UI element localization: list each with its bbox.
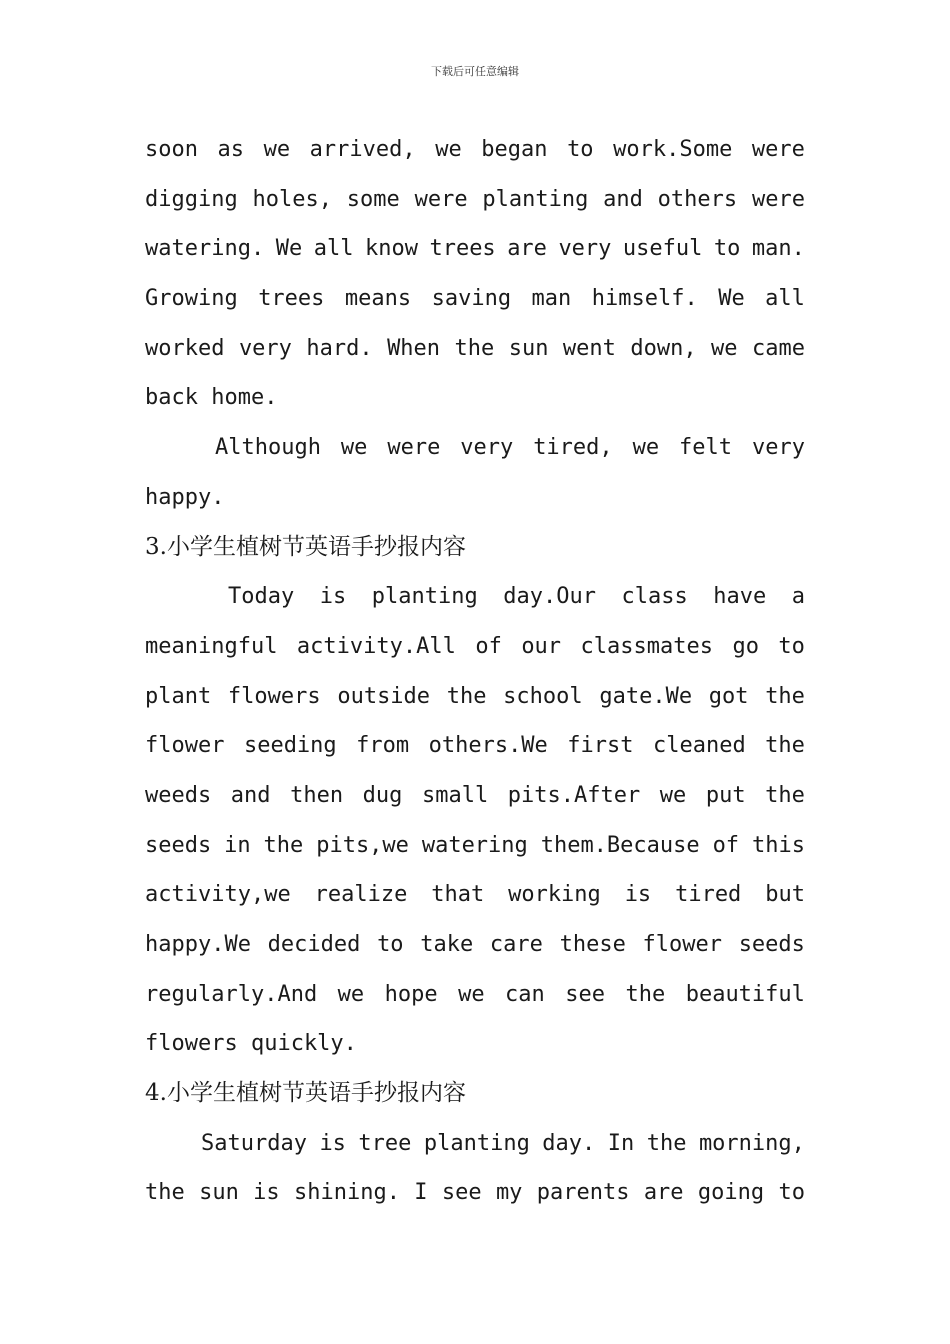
word: watering. [145,236,265,262]
word: soon [145,137,198,162]
word: began [481,137,548,162]
word: day. [542,1130,596,1156]
word: Saturday [201,1130,307,1156]
word: meaningful [145,633,278,659]
word: first [567,733,634,759]
word: the [765,683,805,709]
word: is [253,1180,280,1206]
word: have [713,584,767,610]
word: go [732,633,759,659]
word: holes, [252,186,332,212]
word: the [454,335,495,361]
word: went [562,335,616,361]
text-line [145,373,805,423]
line-text: happy. [145,484,225,510]
word: Although [215,435,321,461]
word: worked [145,335,225,361]
word: seeds [145,832,212,858]
word: know [364,236,418,262]
word: we [659,782,687,808]
word: came [751,335,805,361]
word: trees [258,286,325,312]
word: small [421,782,489,808]
word: arrived, [309,137,416,162]
word: put [705,782,746,808]
word: the [646,1130,687,1156]
word: tired, [533,435,613,461]
word: is [319,1130,346,1156]
text-line [145,1119,805,1169]
word: gate.We [599,683,693,709]
section-heading [145,523,805,573]
word: tired [675,882,742,908]
text-line [145,274,805,324]
word: them.Because [540,832,700,858]
word: were [751,137,805,162]
word: were [751,186,805,212]
text-line [145,423,805,473]
word: going [697,1180,765,1206]
word: sun [199,1180,239,1206]
word: are [643,1180,684,1206]
word: were [387,435,441,461]
word: weeds [145,782,212,808]
word: can [505,981,545,1007]
line-text: flowers quickly. [145,1031,357,1057]
word: the [765,782,805,808]
word: useful [622,236,703,262]
text-line [145,870,805,920]
text-line [145,175,805,225]
word: man [531,286,572,312]
word: others [657,186,738,212]
word: that [431,882,485,908]
text-line [145,672,805,722]
text-line [145,1168,805,1218]
word: saving [431,286,512,312]
text-line [145,970,805,1020]
word: are [507,236,547,262]
word: morning, [698,1130,805,1156]
word: We [718,286,745,312]
word: to [778,633,805,659]
word: our [521,633,562,659]
line-text: 4.小学生植树节英语手抄报内容 [145,1080,466,1107]
word: classmates [580,633,713,659]
word: plant [145,683,212,709]
word: flower [642,932,722,957]
text-line [145,721,805,771]
word: very [460,435,514,461]
word: hope [384,981,438,1007]
text-line [145,622,805,672]
word: from [356,733,410,759]
word: flowers [227,683,321,709]
text-line [145,920,805,970]
word: and [603,186,643,212]
word: parents [536,1180,630,1206]
text-line [145,324,805,374]
word: watering [421,832,528,858]
word: school [503,683,583,709]
word: is [319,584,347,610]
word: we [337,981,365,1007]
word: outside [337,683,431,709]
word: When [387,335,441,361]
word: we [711,335,738,361]
section-heading [145,1069,805,1119]
line-text: 3.小学生植树节英语手抄报内容 [145,533,466,560]
word: planting [423,1130,530,1156]
word: hard. [306,335,373,361]
word: realize [314,882,408,908]
word: some [346,186,400,212]
word: in [224,832,251,858]
word: to [778,1180,805,1206]
word: cleaned [652,733,746,759]
word: a [791,584,805,610]
word: others.We [428,733,548,759]
word: means [344,286,412,312]
word: to [567,137,594,162]
word: we [458,981,485,1007]
word: these [559,932,626,957]
text-line [145,1019,805,1069]
word: shining. [293,1180,400,1206]
word: we [435,137,462,162]
word: as [217,137,245,162]
word: to [377,932,404,957]
word: this [751,832,805,858]
word: dug [362,782,403,808]
word: my [495,1180,523,1206]
word: seeds [738,932,805,957]
word: the [765,733,805,759]
word: got [708,683,749,709]
word: very [558,236,612,262]
text-line [145,224,805,274]
word: day.Our [503,584,596,610]
word: sun [508,335,549,361]
word: we [632,435,660,461]
document-body [145,125,805,1218]
page-header: 下载后可任意编辑 [431,65,519,78]
word: is [624,882,652,908]
word: regularly.And [145,981,318,1007]
word: see [441,1180,482,1206]
word: pits,we [316,832,409,858]
word: Today [228,584,295,610]
word: were [414,186,468,212]
word: himself. [591,286,698,312]
line-text: back home. [145,385,278,411]
word: planting [482,186,589,212]
word: see [565,981,606,1007]
word: we [263,137,291,162]
word: I [414,1180,428,1206]
word: we [340,435,368,461]
text-line [145,771,805,821]
word: all [313,236,354,262]
word: the [263,832,304,858]
word: trees [429,236,496,262]
word: of [475,633,502,659]
text-line [145,125,805,175]
word: the [625,981,666,1007]
word: happy.We [145,932,251,957]
word: care [489,932,543,957]
word: very [238,335,292,361]
word: down, [630,335,697,361]
text-line [145,572,805,622]
word: working [508,882,601,908]
word: activity,we [145,882,291,908]
word: the [446,683,487,709]
word: In [607,1130,635,1156]
word: of [712,832,740,858]
word: pits.After [507,782,641,808]
word: and [230,782,271,808]
word: all [765,286,805,312]
word: planting [371,584,478,610]
word: class [621,584,688,610]
word: but [765,882,805,908]
word: We [275,236,303,262]
word: very [751,435,805,461]
word: then [290,782,344,808]
word: tree [358,1130,412,1156]
word: Growing [145,286,238,312]
word: decided [267,932,361,957]
word: the [145,1180,185,1206]
word: man. [751,236,805,262]
word: activity.All [296,633,456,659]
word: beautiful [685,981,805,1007]
text-line [145,821,805,871]
word: felt [679,435,733,461]
text-line [145,473,805,523]
word: to [713,236,741,262]
word: digging [145,186,238,212]
word: seeding [243,733,337,759]
word: work.Some [613,137,733,162]
word: flower [145,733,225,759]
word: take [420,932,474,957]
